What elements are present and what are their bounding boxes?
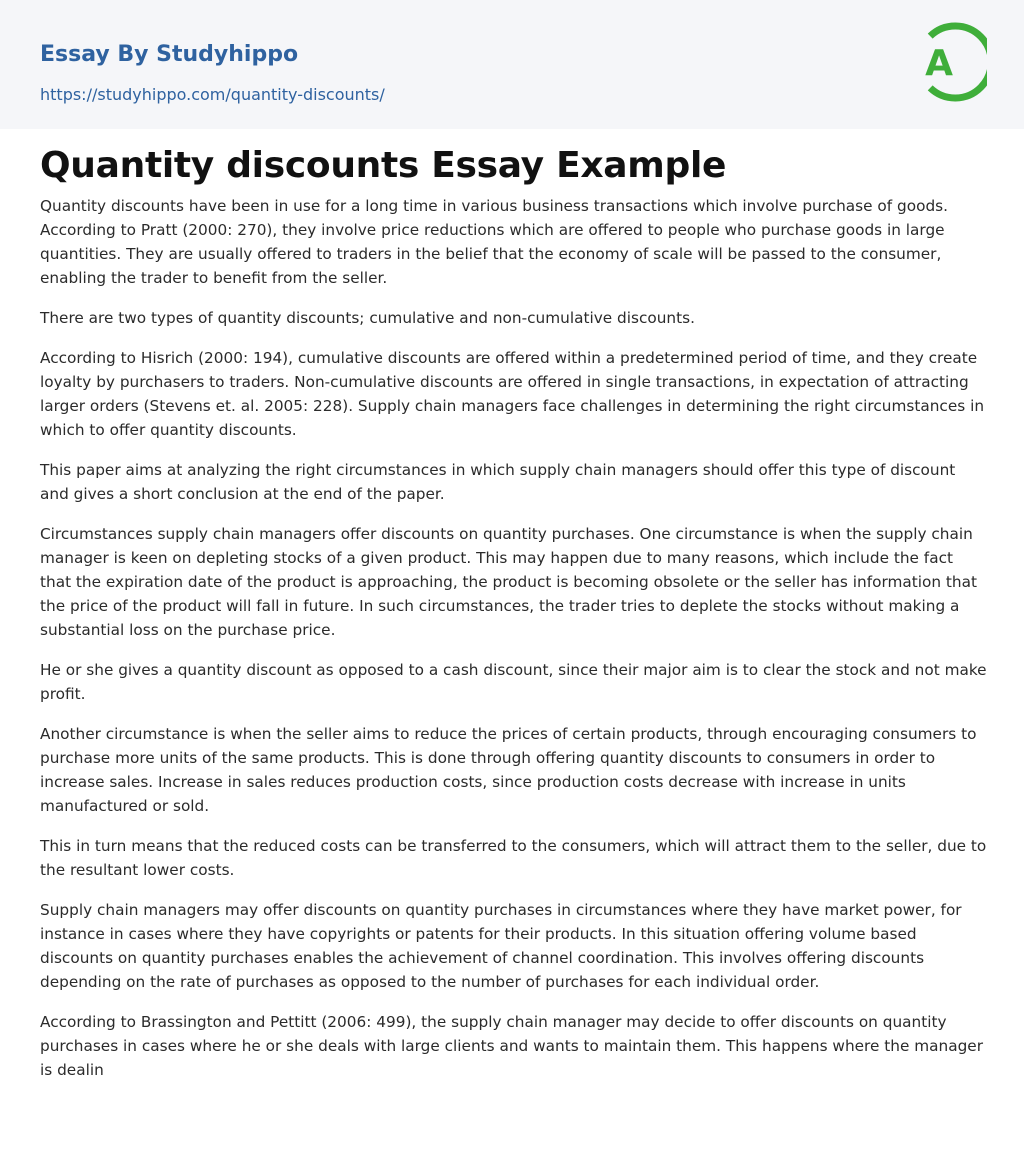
source-url-link[interactable]: https://studyhippo.com/quantity-discounts/ (40, 85, 385, 104)
paragraph: Quantity discounts have been in use for a long time in various business transactions which involve purchase of goods. According to Pratt (2000: 270), they involve price reductions which are offered to people who purchase goods in large quantities. They are usually offered to traders in the belief that the economy of scale will be passed to the consumer, enabling the trader to benefit from the seller. (40, 197, 948, 287)
site-brand[interactable]: Essay By Studyhippo (40, 42, 299, 67)
paragraph: According to Brassington and Pettitt (2006: 499), the supply chain manager may decide to offer discounts on quantity purchases in cases where he or she deals with large clients and wants to maintain them. This happens where the manager is dealin (40, 1013, 983, 1079)
paragraph: Another circumstance is when the seller aims to reduce the prices of certain products, through encouraging consumers to purchase more units of the same products. This is done through offering quantity discounts to consumers in order to increase sales. Increase in sales reduces production costs, since production costs decrease with increase in units manufactured or sold. (40, 725, 977, 815)
paragraph: Supply chain managers may offer discounts on quantity purchases in circumstances where they have market power, for instance in cases where they have copyrights or patents for their products. In this situation offering volume based discounts on quantity purchases enables the achievement of channel coordination. This involves offering discounts depending on the rate of purchases as opposed to the number of purchases for each individual order. (40, 901, 962, 991)
paragraph: There are two types of quantity discounts; cumulative and non-cumulative discounts. (40, 309, 695, 327)
logo-letter: A (925, 43, 953, 84)
logo-icon[interactable] (913, 18, 987, 106)
page-title: Quantity discounts Essay Example (40, 145, 727, 186)
paragraph: This paper aims at analyzing the right circumstances in which supply chain managers should offer this type of discount and gives a short conclusion at the end of the paper. (40, 461, 956, 503)
site-header (0, 0, 1024, 129)
paragraph: He or she gives a quantity discount as opposed to a cash discount, since their major aim is to clear the stock and not make profit. (40, 661, 987, 703)
paragraph: According to Hisrich (2000: 194), cumulative discounts are offered within a predetermined period of time, and they create loyalty by purchasers to traders. Non-cumulative discounts are offered in single transactions, in expectation of attracting larger orders (Stevens et. al. 2005: 228). Supply chain managers face challenges in determining the right circumstances in which to offer quantity discounts. (40, 349, 985, 439)
paragraph: Circumstances supply chain managers offer discounts on quantity purchases. One circumstance is when the supply chain manager is keen on depleting stocks of a given product. This may happen due to many reasons, which include the fact that the expiration date of the product is approaching, the product is becoming obsolete or the seller has information that the price of the product will fall in future. In such circumstances, the trader tries to deplete the stocks without making a substantial loss on the purchase price. (40, 525, 977, 639)
paragraph: This in turn means that the reduced costs can be transferred to the consumers, which will attract them to the seller, due to the resultant lower costs. (40, 837, 987, 879)
essay-body (40, 194, 988, 1098)
